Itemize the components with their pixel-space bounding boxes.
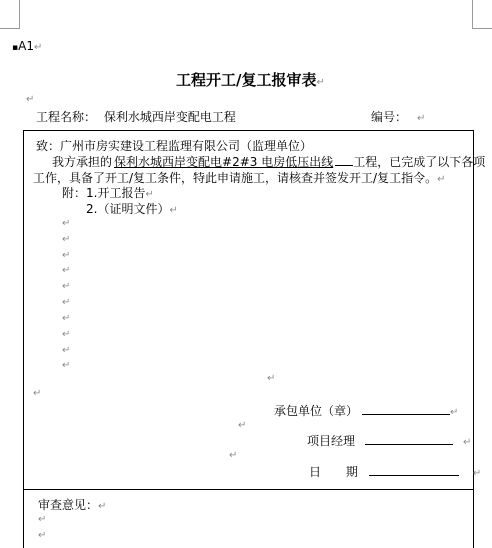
paragraph-mark: ↵ [62,250,71,261]
to-line [36,137,312,154]
paragraph-mark: ↵ [62,234,71,245]
contractor-signature-blank[interactable] [362,403,450,415]
date-blank[interactable] [369,464,459,476]
paragraph-mark: ↵ [62,313,71,324]
bullet-marker: ▪ [12,43,19,53]
paragraph-mark: ↵ [62,218,71,229]
manager-row [307,432,471,449]
attachment-2 [86,200,178,217]
manager-label: 项目经理 [307,434,356,448]
para-project-underlined: 保利水城西岸变配电#2#3 电房低压出线 [114,155,334,169]
paragraph-mark: ↵ [238,420,247,431]
paragraph-mark: ↵ [98,501,107,512]
crop-mark-top-left-v [19,0,20,28]
paragraph-line-1 [52,153,485,170]
number-row [371,108,425,125]
attachment-1 [62,184,154,201]
paragraph-mark: ↵ [26,94,35,105]
paragraph-mark: ↵ [62,329,71,340]
number-label: 编号： [371,110,408,124]
date-label: 日 期 [309,465,361,479]
paragraph-mark: ↵ [229,450,238,461]
to-line-text: 致：广州市房实建设工程监理有限公司（监理单位） [36,139,313,153]
paragraph-mark: ↵ [472,468,482,479]
paragraph-mark: ↵ [62,297,71,308]
review-row [38,496,106,513]
para-suffix: 工程，已完成了以下各项 [353,155,486,169]
doc-label-text: A1 [18,39,34,53]
section-divider [23,489,474,490]
para-underline-gap [335,154,353,166]
paragraph-mark: ↵ [38,530,47,541]
paragraph-mark: ↵ [316,77,325,88]
attachment-label: 附： [62,186,87,200]
title-text: 工程开工/复工报审表 [176,71,317,89]
project-name-label: 工程名称： [36,110,97,124]
date-row [309,463,481,480]
paragraph-mark: ↵ [437,174,446,185]
contractor-label: 承包单位（章） [274,404,359,418]
paragraph-mark: ↵ [38,514,47,525]
crop-mark-top-left-h [0,28,20,29]
manager-signature-blank[interactable] [365,433,453,445]
paragraph-mark: ↵ [33,42,43,53]
paragraph-mark: ↵ [62,345,71,356]
para-line2-text: 工作，具备了开工/复工条件，特此申请施工，请核查并签发开工/复工指令。 [33,171,438,185]
attachment-2-text: 2.（证明文件） [86,202,170,216]
paragraph-mark: ↵ [417,113,426,124]
para-prefix: 我方承担的 [52,155,113,169]
paragraph-mark: ↵ [145,189,154,200]
project-name-value: 保利水城西岸变配电工程 [103,110,236,124]
paragraph-mark: ↵ [62,265,71,276]
crop-mark-top-right-h [472,28,492,29]
contractor-row [274,402,458,419]
paragraph-mark: ↵ [463,437,472,448]
attachment-1-text: 1.开工报告 [86,186,146,200]
project-name-row [36,108,236,125]
paragraph-mark: ↵ [450,407,459,418]
paragraph-mark: ↵ [169,205,178,216]
paragraph-mark: ↵ [267,373,276,384]
crop-mark-top-right-v [472,0,473,28]
doc-label [12,39,42,53]
paragraph-mark: ↵ [62,360,71,371]
paragraph-mark: ↵ [33,388,42,399]
page-title [176,69,325,90]
paragraph-mark: ↵ [62,281,71,292]
review-label: 审查意见： [38,498,99,512]
